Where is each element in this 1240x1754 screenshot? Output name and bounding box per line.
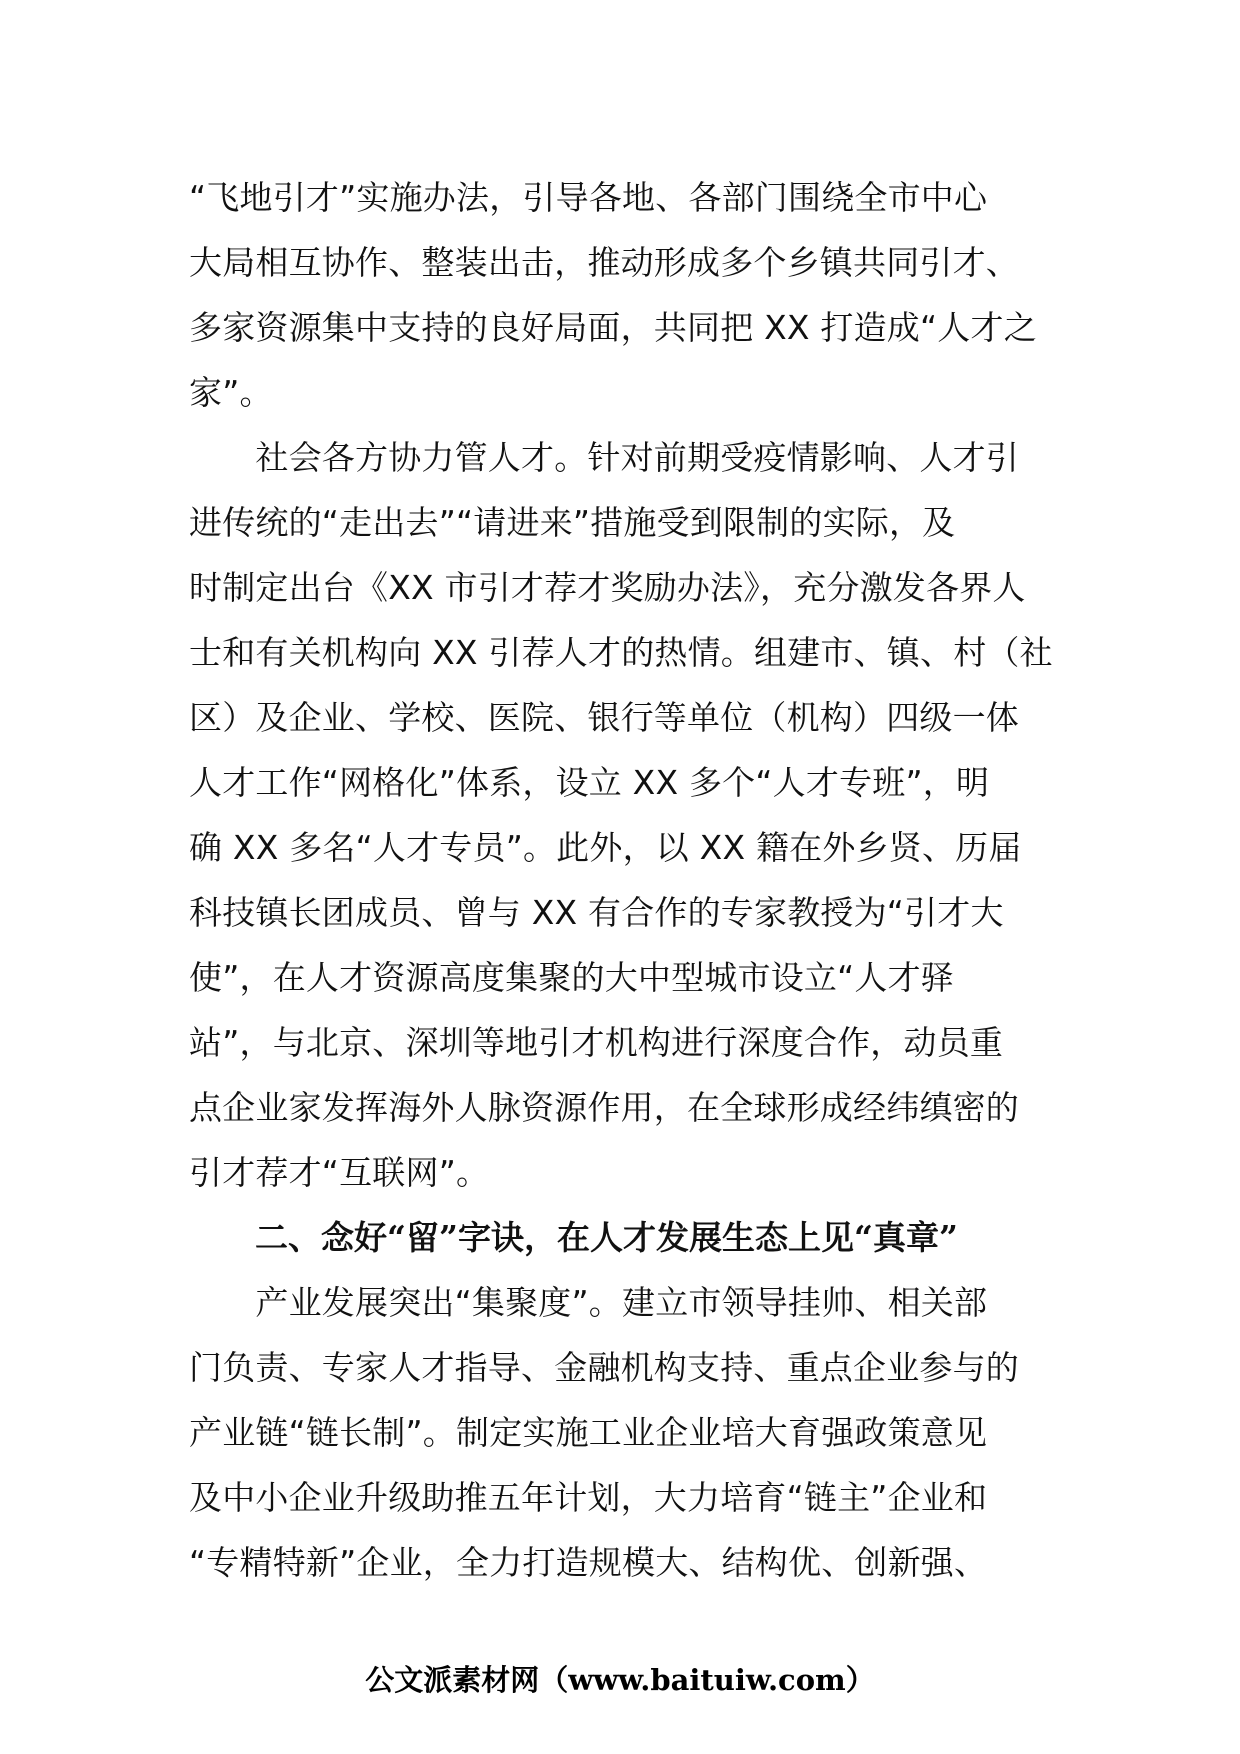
text-line: 及中小企业升级助推五年计划，大力培育“链主”企业和 — [189, 1478, 988, 1517]
text-line: 人才工作“网格化”体系，设立 XX 多个“人才专班”，明 — [189, 763, 990, 802]
text-line: 士和有关机构向 XX 引荐人才的热情。组建市、镇、村（社 — [189, 633, 1053, 672]
text-line: 门负责、专家人才指导、金融机构支持、重点企业参与的 — [189, 1348, 1019, 1387]
text-line: 点企业家发挥海外人脉资源作用，在全球形成经纬缜密的 — [189, 1088, 1019, 1127]
text-line: 进传统的“走出去”“请进来”措施受到限制的实际，及 — [189, 503, 956, 542]
text-line: 引才荐才“互联网”。 — [189, 1153, 490, 1192]
text-line: 确 XX 多名“人才专员”。此外，以 XX 籍在外乡贤、历届 — [189, 828, 1022, 867]
text-line: “专精特新”企业，全力打造规模大、结构优、创新强、 — [189, 1543, 988, 1582]
text-line: 站”，与北京、深圳等地引才机构进行深度合作，动员重 — [189, 1023, 1004, 1062]
section-heading: 二、念好“留”字诀，在人才发展生态上见“真章” — [189, 1218, 958, 1257]
text-line: 科技镇长团成员、曾与 XX 有合作的专家教授为“引才大 — [189, 893, 1004, 932]
text-line: 大局相互协作、整装出击，推动形成多个乡镇共同引才、 — [189, 243, 1019, 282]
paragraph-first-line: 社会各方协力管人才。针对前期受疫情影响、人才引 — [189, 438, 1019, 477]
document-body — [189, 165, 1059, 1595]
text-line: “飞地引才”实施办法，引导各地、各部门围绕全市中心 — [189, 178, 988, 217]
text-line: 使”，在人才资源高度集聚的大中型城市设立“人才驿 — [189, 958, 954, 997]
paragraph-first-line: 产业发展突出“集聚度”。建立市领导挂帅、相关部 — [189, 1283, 988, 1322]
text-line: 时制定出台《XX 市引才荐才奖励办法》，充分激发各界人 — [189, 568, 1026, 607]
text-line: 产业链“链长制”。制定实施工业企业培大育强政策意见 — [189, 1413, 988, 1452]
text-line: 区）及企业、学校、医院、银行等单位（机构）四级一体 — [189, 698, 1019, 737]
text-line: 家”。 — [189, 373, 273, 412]
footer-watermark-text: 公文派素材网（www.baituiw.com） — [365, 1663, 875, 1697]
text-line: 多家资源集中支持的良好局面，共同把 XX 打造成“人才之 — [189, 308, 1037, 347]
